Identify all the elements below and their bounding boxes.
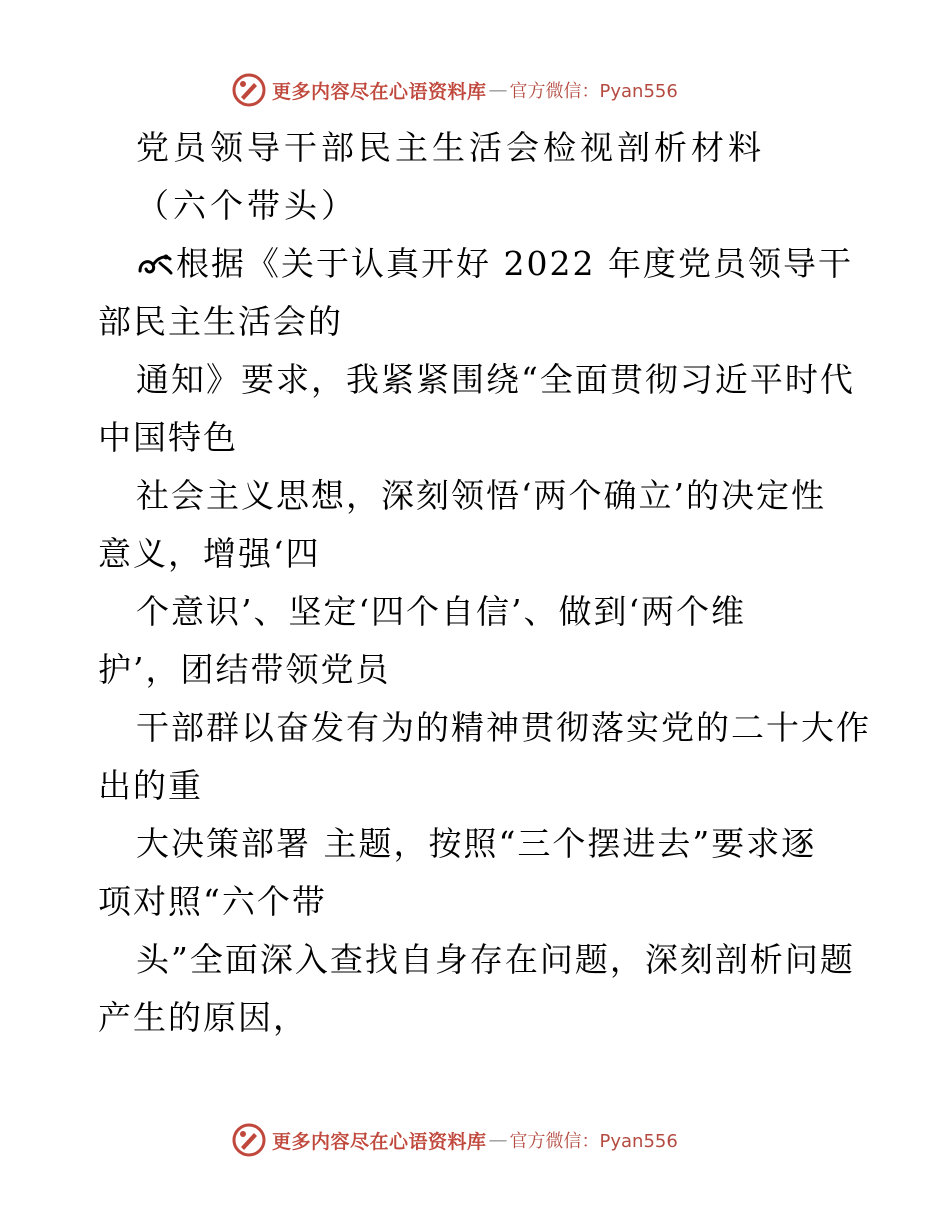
body-line-3: 通知》要求，我紧紧围绕“全面贯彻习近平时代 bbox=[136, 360, 855, 399]
document-subtitle: （六个带头） bbox=[136, 186, 358, 225]
ornament-glyph-icon bbox=[136, 249, 174, 279]
brand-logo-icon bbox=[232, 73, 266, 107]
body-line-5: 社会主义思想，深刻领悟‘两个确立’的决定性 bbox=[136, 476, 826, 515]
header-banner bbox=[232, 72, 678, 108]
header-brand-text: 更多内容尽在心语资料库 bbox=[272, 80, 487, 103]
header-contact: 官方微信：Pyan556 bbox=[509, 81, 678, 102]
body-line-10: 出的重 bbox=[98, 766, 203, 805]
body-line-4: 中国特色 bbox=[98, 418, 238, 457]
body-line-11: 大决策部署 主题，按照“三个摆进去”要求逐 bbox=[136, 824, 817, 863]
document-title: 党员领导干部民主生活会检视剖析材料 bbox=[136, 128, 765, 167]
body-line-text: 根据《关于认真开好 2022 年度党员领导干 bbox=[176, 244, 853, 283]
footer-brand-text: 更多内容尽在心语资料库 bbox=[272, 1130, 487, 1153]
body-line-6: 意义，增强‘四 bbox=[98, 534, 321, 573]
footer-banner bbox=[232, 1122, 678, 1158]
body-line-13: 头”全面深入查找自身存在问题，深刻剖析问题 bbox=[136, 940, 855, 979]
body-line-7: 个意识’、坚定‘四个自信’、做到‘两个维 bbox=[136, 592, 746, 631]
body-line-8: 护’，团结带领党员 bbox=[98, 650, 391, 689]
footer-contact: 官方微信：Pyan556 bbox=[509, 1131, 678, 1152]
body-line-2: 部民主生活会的 bbox=[98, 302, 343, 341]
body-line-12: 项对照“六个带 bbox=[98, 882, 327, 921]
footer-dash: — bbox=[488, 1129, 508, 1151]
brand-logo-icon bbox=[232, 1123, 266, 1157]
body-line-9: 干部群以奋发有为的精神贯彻落实党的二十大作 bbox=[136, 708, 871, 747]
body-line-1 bbox=[136, 244, 853, 284]
body-line-14: 产生的原因， bbox=[98, 998, 308, 1037]
header-dash: — bbox=[488, 79, 508, 101]
